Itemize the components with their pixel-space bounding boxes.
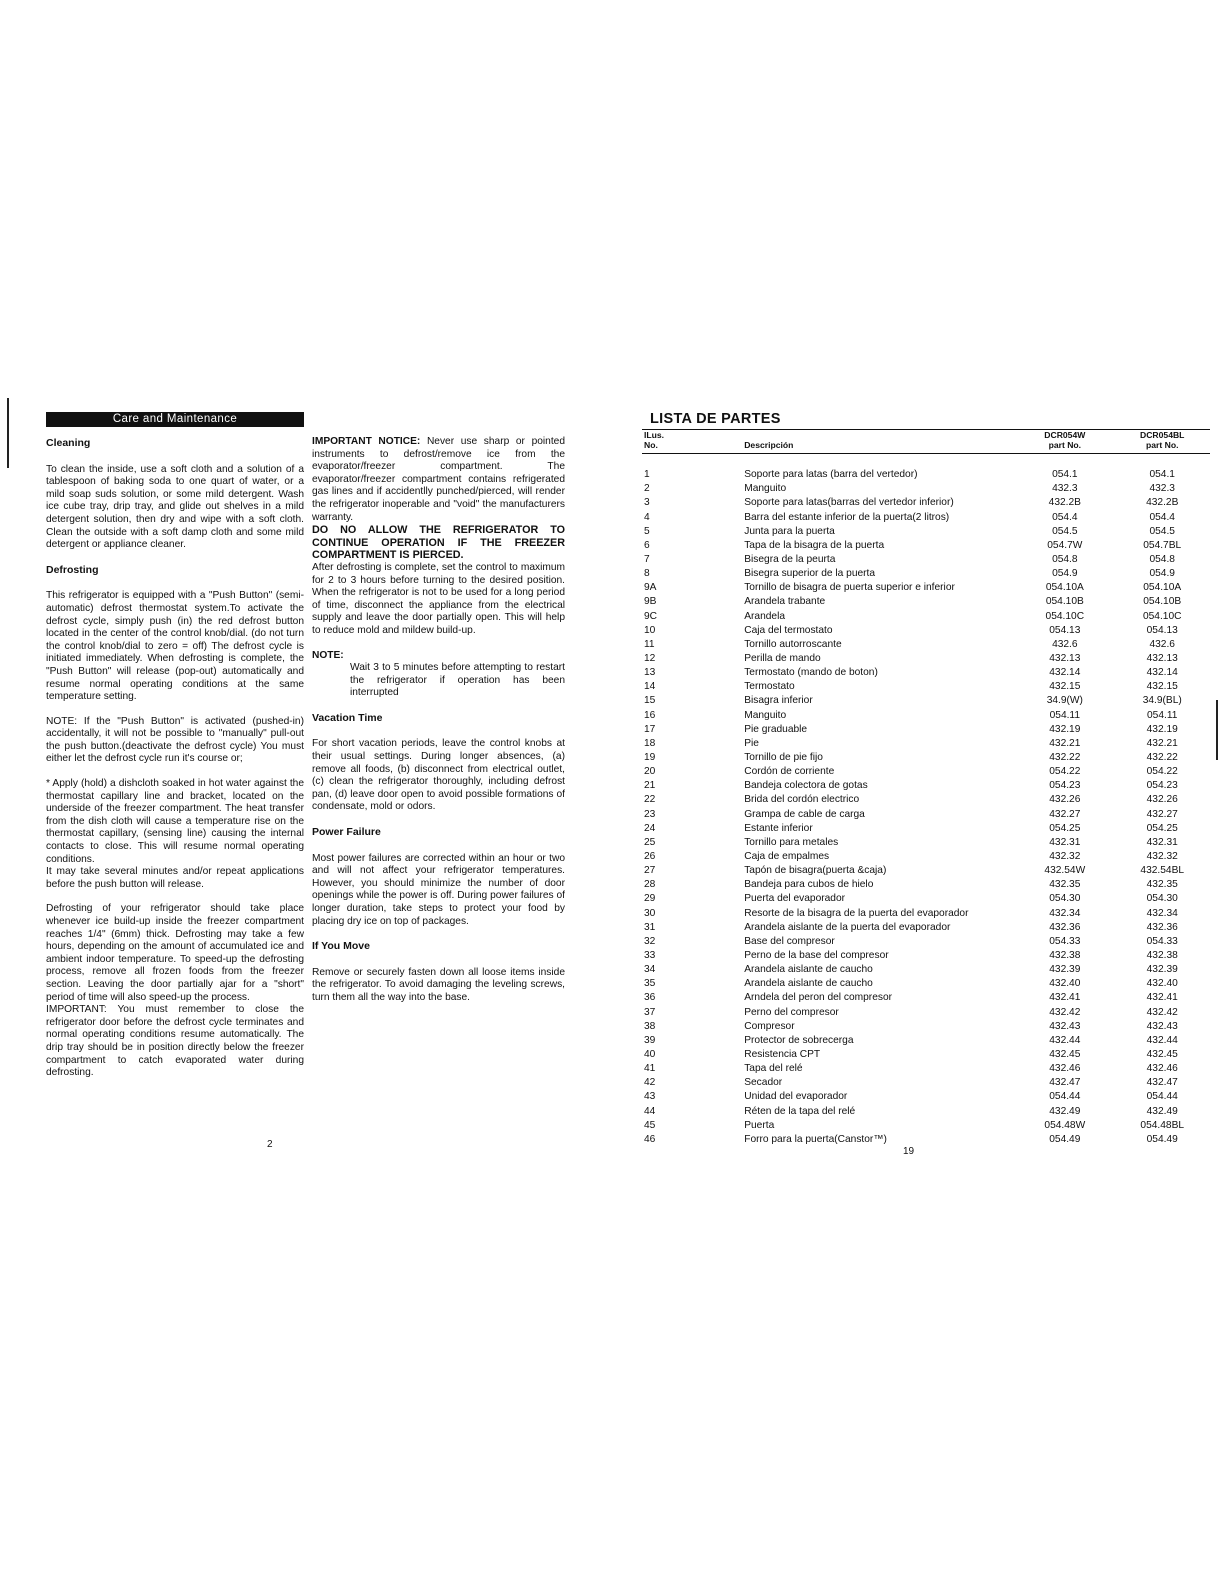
part-no-dcr054w: 432.54W [1044,865,1086,877]
part-description: Grampa de cable de carga [744,808,865,820]
table-row [642,751,1210,765]
part-no-dcr054bl: 432.39 [1146,964,1178,976]
table-row [642,977,1210,991]
part-no-dcr054bl: 432.41 [1146,992,1178,1004]
header-w-line1: DCR054W [1044,430,1086,440]
part-illus-no: 26 [644,851,656,862]
part-illus-no: 29 [644,893,656,905]
part-illus-no: 22 [644,794,656,806]
part-description: Junta para la puerta [744,525,835,537]
part-description: Arndela del peron del compresor [744,992,893,1004]
table-row [642,525,1210,539]
table-row [642,963,1210,977]
part-description: Manguito [744,709,787,721]
part-no-dcr054bl: 054.9 [1149,568,1175,580]
part-no-dcr054bl: 432.13 [1146,653,1178,665]
ice-buildup-text: Defrosting of your refrigerator should take place whenever ice build-up inside the freezer compartment reaches 1/4" (6mm) thick. Defrosting may take a few hours, depending on the amount of accumulated ice and ambient indoor temperature. To speed-up the defrosting process, remove all frozen foods from the freezer section. Leaving the door partially ajar for a "short" period of time will also speed-up the process. [46,903,304,1003]
table-row [642,468,1210,482]
parts-list-title: LISTA DE PARTES [650,411,781,427]
part-description: Bisegra de la peurta [744,554,836,566]
right-page-number: 19 [903,1146,915,1157]
table-row [642,496,1210,510]
part-description: Soporte para latas (barra del vertedor) [744,469,918,481]
do-not-allow-warning: DO NO ALLOW THE REFRIGERATOR TO CONTINUE OPERATION IF THE FREEZER COMPARTMENT IS PIERCED. [312,524,565,562]
part-illus-no: 4 [644,511,650,523]
table-row [642,1062,1210,1076]
part-no-dcr054w: 432.31 [1049,836,1081,848]
part-no-dcr054bl: 054.8 [1149,554,1175,566]
part-description: Pie [744,737,759,749]
care-maintenance-banner: Care and Maintenance [46,412,304,427]
part-no-dcr054w: 432.44 [1049,1034,1081,1046]
header-dcr054w [1015,430,1114,454]
part-no-dcr054bl: 432.42 [1146,1006,1178,1018]
table-row [642,482,1210,496]
part-no-dcr054bl: 054.5 [1149,525,1175,537]
part-illus-no: 42 [644,1077,656,1089]
important-close-door-text: IMPORTANT: You must remember to close the refrigerator door before the defrost cycle terminates and normal operating conditions resume automatically. The drip tray should be in position directly below the freezer compartment to catch evaporated water during defrosting. [46,1004,304,1079]
part-no-dcr054w: 432.19 [1049,723,1081,735]
part-description: Arandela aislante de caucho [744,964,873,976]
part-description: Termostato (mando de boton) [744,667,878,679]
part-illus-no: 37 [644,1006,656,1018]
part-no-dcr054bl: 432.36 [1146,921,1178,933]
part-no-dcr054bl: 432.46 [1146,1063,1178,1075]
part-description: Bisagra inferior [744,695,813,707]
part-no-dcr054bl: 054.49 [1146,1133,1178,1145]
part-no-dcr054w: 054.11 [1049,709,1081,721]
part-illus-no: 32 [644,935,656,947]
part-description: Secador [744,1077,783,1089]
part-description: Perno de la base del compresor [744,949,889,961]
parts-table [642,429,1210,1147]
part-no-dcr054w: 054.22 [1049,766,1081,778]
table-row [642,680,1210,694]
part-no-dcr054w: 432.3 [1052,483,1078,495]
part-no-dcr054bl: 432.35 [1146,879,1178,891]
part-no-dcr054w: 432.39 [1049,964,1081,976]
part-description: Tornillo para metales [744,836,839,848]
part-description: Resorte de la bisagra de la puerta del evaporador [744,907,969,919]
part-no-dcr054bl: 054.4 [1149,511,1175,523]
left-page-number: 2 [267,1139,273,1150]
part-no-dcr054bl: 432.14 [1146,667,1178,679]
table-row [642,892,1210,906]
part-no-dcr054bl: 432.43 [1146,1020,1178,1032]
part-illus-no: 20 [644,766,656,778]
part-description: Tapa del relé [744,1063,803,1075]
part-no-dcr054bl: 054.7BL [1143,539,1182,551]
table-row [642,666,1210,680]
table-row [642,1048,1210,1062]
part-no-dcr054w: 432.35 [1049,879,1081,891]
part-no-dcr054w: 054.44 [1049,1091,1081,1103]
cleaning-text: To clean the inside, use a soft cloth and a solution of a tablespoon of baking soda to one quart of water, or a mild soap suds solution, or some mild detergent. Wash ice cube tray, drip tray, and glide out shelves in a mild detergent solution, then dry and wipe with a soft cloth. Clean the outside with a soft damp cloth and some mild detergent or appliance cleaner. [46,463,304,551]
table-row [642,567,1210,581]
part-illus-no: 3 [644,497,650,509]
part-no-dcr054w: 432.14 [1049,667,1081,679]
left-page-column-2 [312,436,565,1017]
part-no-dcr054bl: 054.10B [1143,596,1182,608]
part-illus-no: 38 [644,1020,656,1032]
part-illus-no: 9B [644,596,657,608]
part-illus-no: 19 [644,752,656,764]
part-no-dcr054w: 054.10B [1045,596,1084,608]
part-illus-no: 21 [644,780,656,792]
cleaning-heading: Cleaning [46,437,91,449]
part-no-dcr054w: 054.9 [1052,568,1078,580]
part-no-dcr054w: 432.22 [1049,752,1081,764]
table-row [642,779,1210,793]
header-desc [688,430,1015,454]
power-failure-text: Most power failures are corrected within an hour or two and will not affect your refrigerator temperatures. However, you should minimize the number of door openings while the power is off. During power failures of longer duration, take steps to protect your food by placing dry ice on top of packages. [312,852,565,927]
push-button-note: NOTE: If the "Push Button" is activated (pushed-in) accidentally, it will not be possible to "manually" pull-out the push button.(deactivate the defrost cycle) You must either let the defrost cycle run it's course or; [46,715,304,765]
part-no-dcr054bl: 054.13 [1146,624,1178,636]
part-no-dcr054w: 054.33 [1049,935,1081,947]
part-description: Tapón de bisagra(puerta &caja) [744,865,887,877]
part-description: Bandeja para cubos de hielo [744,879,874,891]
part-illus-no: 2 [644,483,650,495]
part-no-dcr054bl: 432.38 [1146,949,1178,961]
table-row [642,652,1210,666]
part-illus-no: 44 [644,1105,656,1117]
part-description: Compresor [744,1020,795,1032]
part-no-dcr054bl: 432.31 [1146,836,1178,848]
part-no-dcr054w: 054.49 [1049,1133,1081,1145]
important-notice-label: IMPORTANT NOTICE: [312,436,421,447]
table-spacer [642,454,1210,469]
table-row [642,878,1210,892]
part-no-dcr054bl: 432.26 [1146,794,1178,806]
part-no-dcr054w: 054.13 [1049,624,1081,636]
part-illus-no: 1 [644,469,650,481]
part-no-dcr054bl: 432.2B [1146,497,1179,509]
part-description: Arandela aislante de la puerta del evaporador [744,921,951,933]
part-illus-no: 39 [644,1034,656,1046]
part-description: Cordón de corriente [744,766,835,778]
table-row [642,1104,1210,1118]
table-row [642,553,1210,567]
part-illus-no: 13 [644,667,656,679]
table-row [642,850,1210,864]
part-illus-no: 6 [644,539,650,551]
table-row [642,1119,1210,1133]
table-row [642,765,1210,779]
table-row [642,935,1210,949]
several-minutes-text: It may take several minutes and/or repeat applications before the push button will release. [46,866,304,890]
part-illus-no: 9A [644,582,657,594]
part-no-dcr054w: 432.15 [1049,681,1081,693]
part-description: Resistencia CPT [744,1048,821,1060]
right-edge-mark [1216,700,1218,760]
part-no-dcr054w: 432.13 [1049,653,1081,665]
part-illus-no: 9C [644,610,658,622]
part-no-dcr054bl: 432.49 [1146,1105,1178,1117]
after-defrosting-text: After defrosting is complete, set the control to maximum for 2 to 3 hours before turning to the desired position. When the refrigerator is not to be used for a long period of time, disconnect the appliance from the electrical supply and leave the door partially open. This will help to reduce mold and mildew build-up. [312,561,565,636]
table-row [642,808,1210,822]
part-no-dcr054bl: 432.15 [1146,681,1178,693]
part-description: Soporte para latas(barras del vertedor inferior) [744,497,954,509]
apply-dishcloth-text: * Apply (hold) a dishcloth soaked in hot water against the thermostat capillary line and bracket, located on the underside of the freezer compartment. The heat transfer from the dish cloth will cause a temperature rise on the thermostat capillary, (sensing line) causing the internal contacts to close. This will resume normal operating conditions. [46,778,304,865]
part-no-dcr054w: 054.25 [1049,822,1081,834]
table-row [642,864,1210,878]
part-illus-no: 34 [644,964,656,976]
part-no-dcr054w: 054.5 [1052,525,1078,537]
left-page-column-1 [46,412,304,1092]
table-row [642,1034,1210,1048]
header-bl-line2: part No. [1145,440,1179,450]
part-no-dcr054bl: 432.47 [1146,1077,1178,1089]
part-description: Puerta del evaporador [744,893,846,905]
header-dcr054bl [1114,430,1210,454]
part-description: Manguito [744,483,787,495]
table-row [642,638,1210,652]
part-no-dcr054bl: 432.54BL [1140,865,1185,877]
part-description: Tapa de la bisagra de la puerta [744,539,885,551]
vacation-text: For short vacation periods, leave the control knobs at their usual settings. During longer absences, (a) remove all foods, (b) disconnect from electrical outlet, (c) clean the refrigerator thoroughly, including defrost pan, (d) leave door open to avoid possible formations of condensate, mold or odors. [312,738,565,813]
part-description: Caja de empalmes [744,851,830,862]
part-description: Estante inferior [744,822,813,834]
header-no [642,430,688,454]
table-row [642,949,1210,963]
table-row [642,793,1210,807]
part-no-dcr054bl: 054.10C [1142,610,1182,622]
part-illus-no: 16 [644,709,656,721]
vacation-heading: Vacation Time [312,711,383,724]
part-description: Bandeja colectora de gotas [744,780,868,792]
part-description: Puerta [744,1119,775,1131]
part-description: Forro para la puerta(Canstor™) [744,1133,887,1145]
part-no-dcr054w: 432.6 [1052,638,1078,650]
part-no-dcr054bl: 432.6 [1149,638,1175,650]
part-illus-no: 33 [644,949,656,961]
part-no-dcr054w: 432.45 [1049,1048,1081,1060]
table-row [642,1020,1210,1034]
part-no-dcr054bl: 054.23 [1146,780,1178,792]
part-description: Arandela aislante de caucho [744,978,873,990]
part-no-dcr054bl: 054.30 [1146,893,1178,905]
part-description: Perilla de mando [744,653,821,665]
part-description: Caja del termostato [744,624,833,636]
part-no-dcr054bl: 054.11 [1147,709,1178,721]
part-no-dcr054bl: 054.33 [1146,935,1178,947]
part-illus-no: 15 [644,695,656,707]
table-row [642,723,1210,737]
part-description: Tornillo de pie fijo [744,752,823,764]
part-no-dcr054bl: 054.22 [1146,766,1178,778]
part-no-dcr054w: 054.1 [1052,469,1078,481]
part-illus-no: 43 [644,1091,656,1103]
part-no-dcr054bl: 432.44 [1146,1034,1178,1046]
part-illus-no: 40 [644,1048,656,1060]
part-no-dcr054w: 432.47 [1049,1077,1081,1089]
part-no-dcr054bl: 054.48BL [1140,1119,1185,1131]
table-row [642,595,1210,609]
part-illus-no: 41 [644,1063,656,1075]
part-no-dcr054w: 432.41 [1049,992,1081,1004]
part-no-dcr054w: 432.21 [1049,737,1081,749]
part-no-dcr054w: 054.4 [1052,511,1078,523]
part-description: Pie graduable [744,723,808,735]
part-no-dcr054w: 432.26 [1049,794,1081,806]
part-illus-no: 30 [644,907,656,919]
part-no-dcr054w: 054.10C [1045,610,1085,622]
part-no-dcr054w: 432.38 [1049,949,1081,961]
header-desc-text: Descripción [744,440,794,450]
note-label: NOTE: [312,649,344,661]
part-description: Barra del estante inferior de la puerta(2 litros) [744,511,950,523]
if-you-move-text: Remove or securely fasten down all loose items inside the refrigerator. To avoid damaging the leveling screws, turn them all the way into the base. [312,966,565,1003]
part-illus-no: 10 [644,624,656,636]
part-description: Base del compresor [744,935,835,947]
header-bl-line1: DCR054BL [1140,430,1185,440]
table-row [642,991,1210,1005]
part-no-dcr054w: 432.46 [1049,1063,1081,1075]
part-description: Arandela trabante [744,596,826,608]
part-no-dcr054w: 34.9(W) [1046,695,1083,707]
part-no-dcr054bl: 054.25 [1146,822,1178,834]
part-no-dcr054w: 432.49 [1049,1105,1081,1117]
table-row [642,539,1210,553]
table-row [642,694,1210,708]
part-illus-no: 28 [644,879,656,891]
header-no-line2: No. [644,440,658,450]
wait-restart-text: Wait 3 to 5 minutes before attempting to restart the refrigerator if operation has been interrupted [350,662,565,699]
part-no-dcr054bl: 432.22 [1146,752,1178,764]
part-no-dcr054w: 054.8 [1052,554,1078,566]
part-no-dcr054bl: 432.34 [1146,907,1178,919]
table-row [642,709,1210,723]
part-description: Arandela [744,610,785,622]
part-no-dcr054w: 432.36 [1049,921,1081,933]
part-no-dcr054bl: 432.40 [1146,978,1178,990]
part-illus-no: 7 [644,554,650,566]
part-no-dcr054bl: 432.21 [1146,737,1178,749]
part-illus-no: 11 [644,638,655,650]
parts-table-header [642,430,1210,454]
part-no-dcr054w: 432.43 [1049,1020,1081,1032]
part-description: Tornillo de bisagra de puerta superior e inferior [744,582,955,594]
part-illus-no: 24 [644,822,656,834]
part-illus-no: 27 [644,865,656,877]
part-no-dcr054w: 432.34 [1049,907,1081,919]
part-illus-no: 45 [644,1119,656,1131]
part-illus-no: 17 [644,723,656,735]
table-row [642,1005,1210,1019]
part-description: Tornillo autorroscante [744,638,842,650]
part-description: Unidad del evaporador [744,1091,848,1103]
part-no-dcr054bl: 054.44 [1146,1091,1178,1103]
part-no-dcr054bl: 432.32 [1146,851,1178,862]
part-illus-no: 14 [644,681,656,693]
if-you-move-heading: If You Move [312,940,370,953]
table-row [642,1090,1210,1104]
part-illus-no: 46 [644,1133,656,1145]
header-no-line1: ILus. [644,430,665,440]
part-illus-no: 12 [644,653,656,665]
part-no-dcr054w: 054.23 [1049,780,1081,792]
table-row [642,610,1210,624]
part-description: Brida del cordón electrico [744,794,860,806]
part-description: Termostato [744,681,795,693]
part-illus-no: 5 [644,525,650,537]
part-illus-no: 18 [644,737,656,749]
part-no-dcr054bl: 34.9(BL) [1142,695,1182,707]
power-failure-heading: Power Failure [312,826,381,839]
part-illus-no: 36 [644,992,656,1004]
part-illus-no: 25 [644,836,656,848]
part-no-dcr054bl: 432.45 [1146,1048,1178,1060]
part-no-dcr054w: 432.2B [1048,497,1081,509]
table-row [642,624,1210,638]
part-no-dcr054w: 054.30 [1049,893,1081,905]
header-w-line2: part No. [1048,440,1082,450]
part-no-dcr054bl: 432.19 [1146,723,1178,735]
table-row [642,1133,1210,1147]
table-row [642,907,1210,921]
part-no-dcr054bl: 054.10A [1143,582,1182,594]
part-no-dcr054w: 054.48W [1044,1119,1086,1131]
table-row [642,822,1210,836]
part-no-dcr054bl: 054.1 [1149,469,1175,481]
part-no-dcr054w: 054.10A [1045,582,1084,594]
part-no-dcr054w: 054.7W [1047,539,1083,551]
left-edge-mark [7,398,9,468]
part-illus-no: 8 [644,568,650,580]
parts-table-body [642,454,1210,1147]
part-illus-no: 35 [644,978,656,990]
table-row [642,921,1210,935]
table-row [642,737,1210,751]
part-no-dcr054w: 432.42 [1049,1006,1081,1018]
defrosting-text: This refrigerator is equipped with a "Push Button" (semi-automatic) defrost thermostat system.To activate the defrost cycle, simply push (in) the red defrost button located in the center of the control knob/dial. (do not turn the control knob/dial to zero = off) The defrost cycle is initiated immediately. When defrosting is complete, the "Push Button" will release (pop-out) automatically and resume normal operating conditions at the same temperature setting. [46,590,304,703]
part-no-dcr054bl: 432.27 [1146,808,1178,820]
part-no-dcr054bl: 432.3 [1149,483,1175,495]
table-row [642,581,1210,595]
table-row [642,1076,1210,1090]
part-description: Perno del compresor [744,1006,839,1018]
part-description: Bisegra superior de la puerta [744,568,876,580]
part-description: Protector de sobrecerga [744,1034,854,1046]
important-notice-text: Never use sharp or pointed instruments to defrost/remove ice from the evaporator/freezer compartment. The evaporator/freezer compartment contains refrigerated gas lines and if accidentlly punched/pierced, will render the refrigerator inoperable and "void" the manufacturers warranty. [312,436,565,523]
defrosting-heading: Defrosting [46,563,99,576]
table-row [642,836,1210,850]
part-illus-no: 23 [644,808,656,820]
part-illus-no: 31 [644,921,656,933]
part-no-dcr054w: 432.32 [1049,851,1081,862]
table-row [642,511,1210,525]
part-description: Réten de la tapa del relé [744,1105,856,1117]
part-no-dcr054w: 432.40 [1049,978,1081,990]
part-no-dcr054w: 432.27 [1049,808,1081,820]
